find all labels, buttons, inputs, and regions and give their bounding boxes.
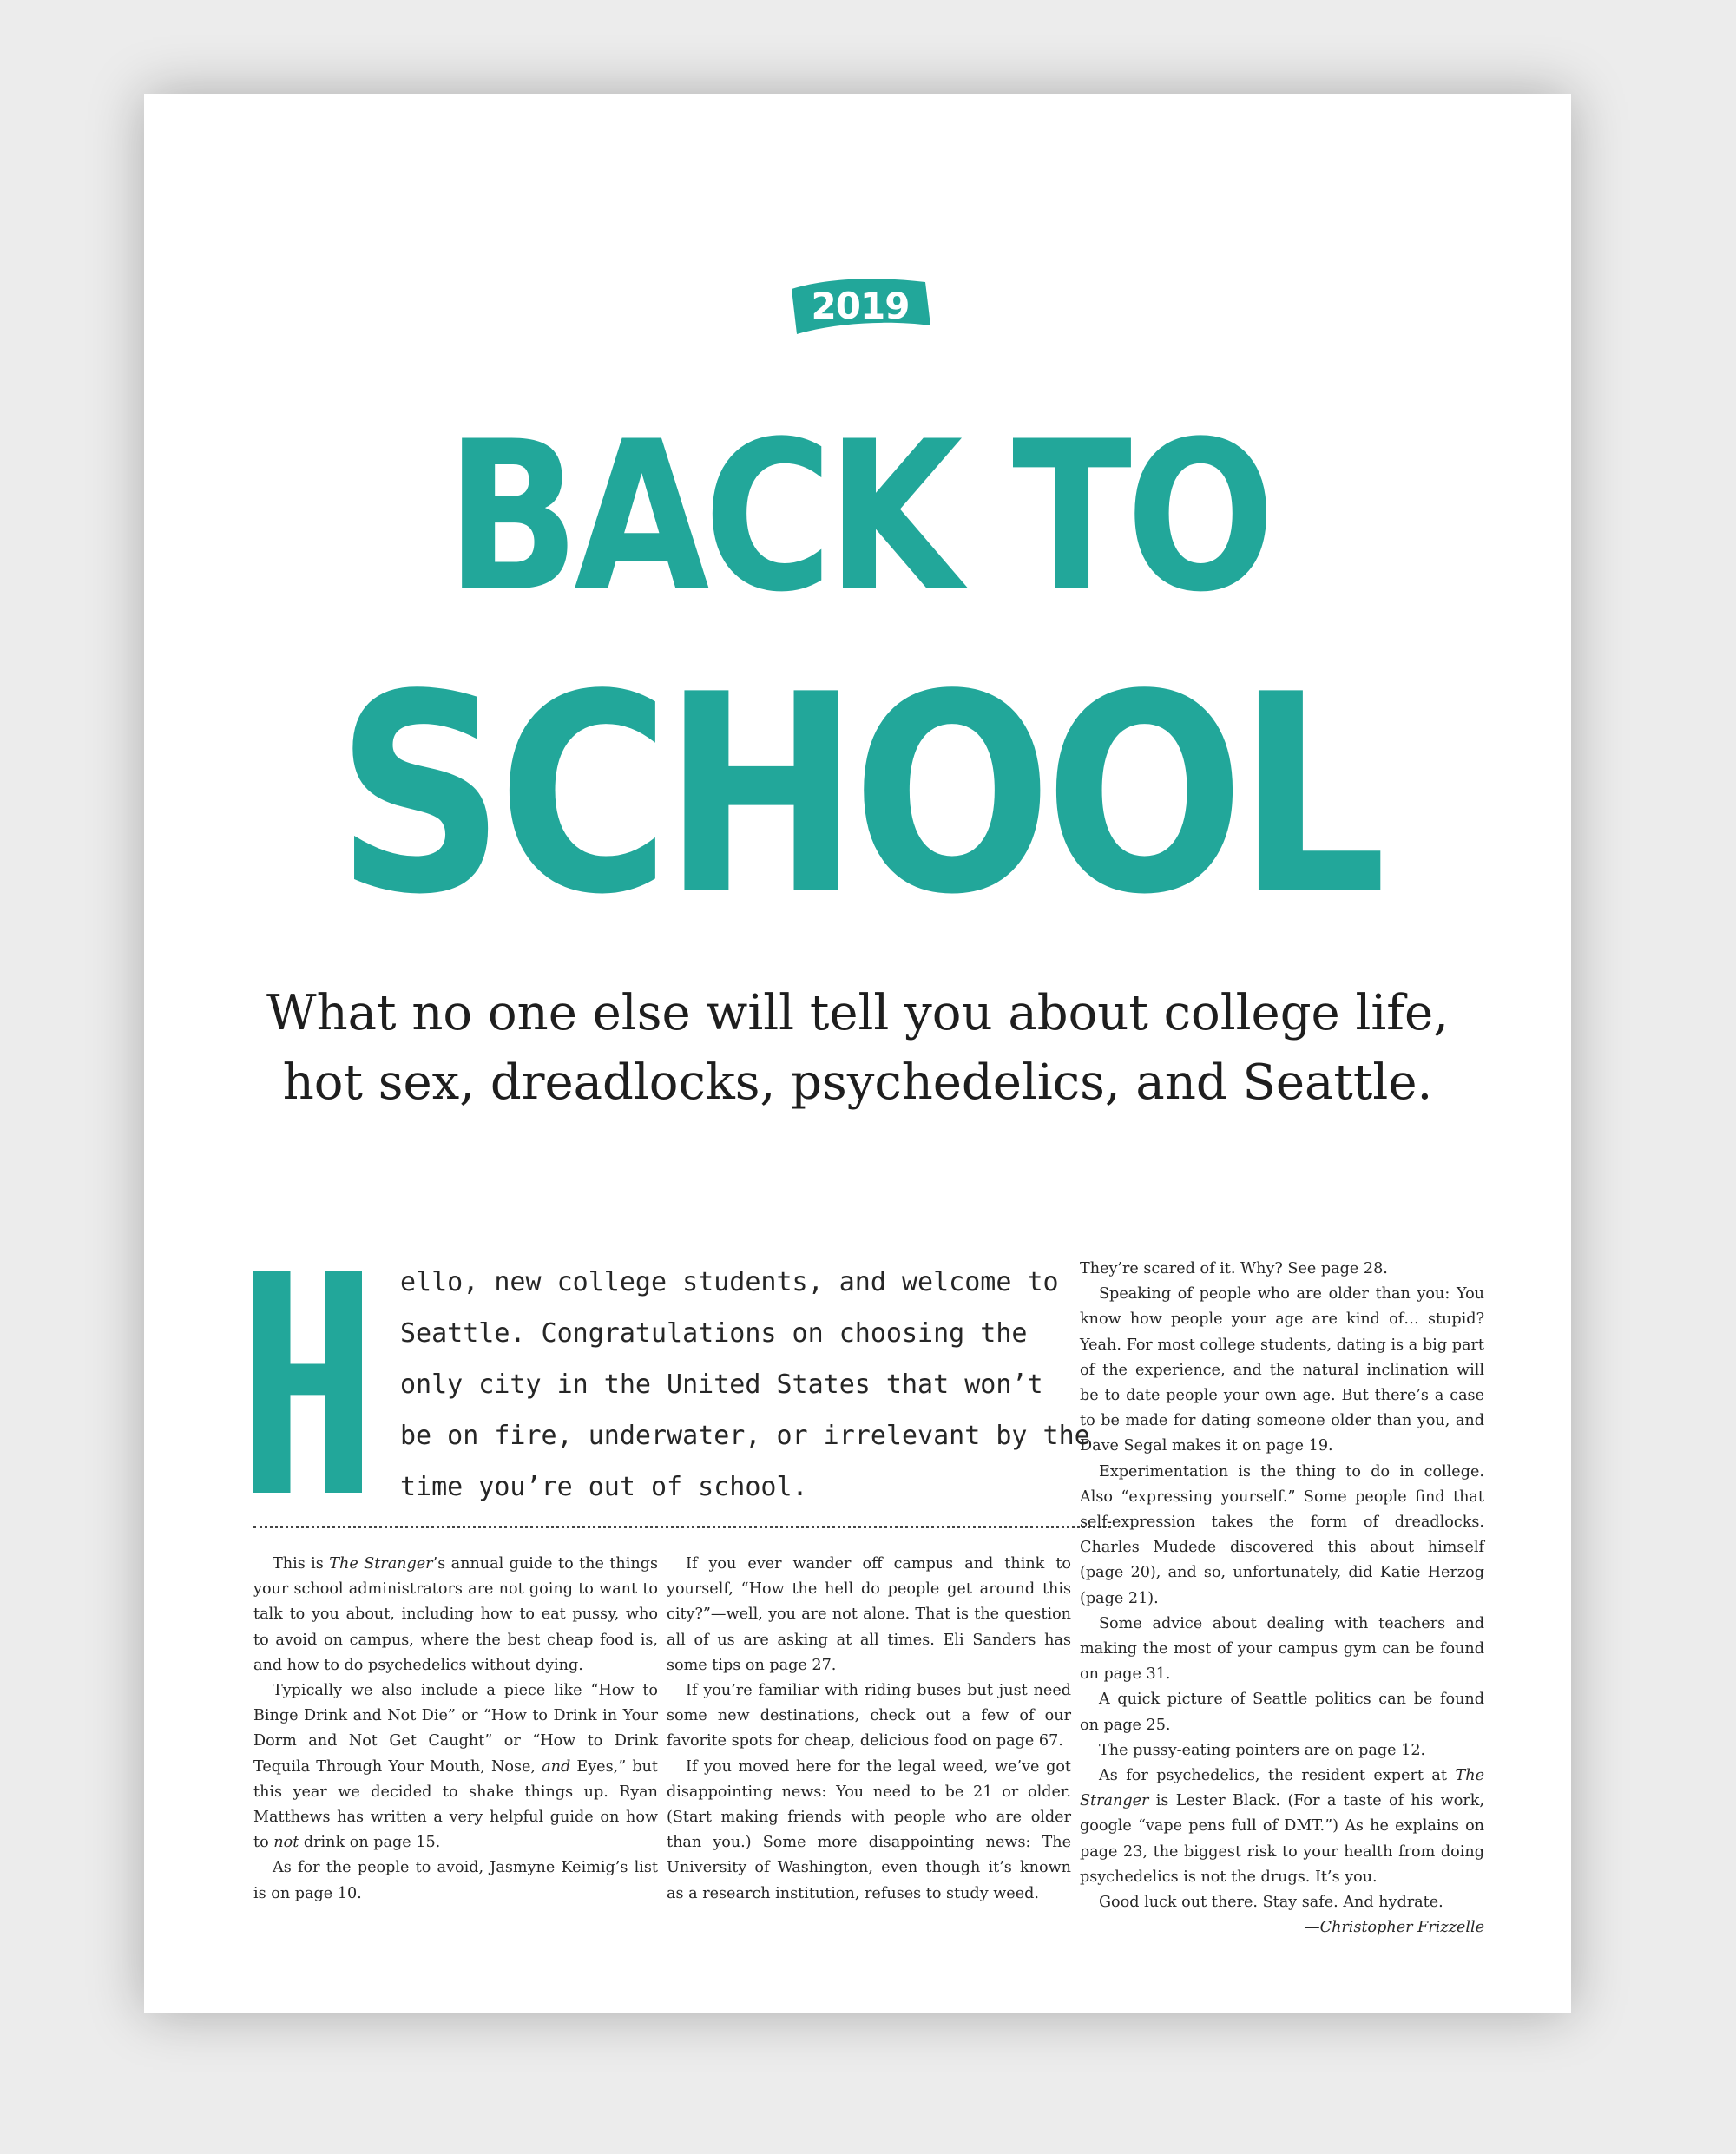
drop-cap-h [253, 1271, 362, 1493]
body-column-1 [253, 1552, 658, 1907]
author-signature: —Christopher Frizzelle [1305, 1919, 1484, 1937]
paragraph: Typically we also include a piece like “How to Binge Drink and Not Die” or “How to Drink in Your Dorm and Not Get Caught” or “How to Drink Tequila Through Your Mouth, Nose, and Eyes,” but this year we decided to shake things up. Ryan Matthews has written a very helpful guide on how to not drink on page 15. [253, 1682, 658, 1852]
subheadline [196, 979, 1519, 1118]
lede-line: be on fire, underwater, or irrelevant by the [400, 1421, 1090, 1451]
paragraph: The pussy-eating pointers are on page 12. [1099, 1741, 1426, 1759]
headline-line-2: SCHOOL [335, 637, 1380, 955]
subheadline-line-2: hot sex, dreadlocks, psychedelics, and Seattle. [282, 1054, 1433, 1111]
lede-line: ello, new college students, and welcome to [400, 1267, 1059, 1297]
year-badge [786, 272, 934, 341]
body-column-3 [1080, 1257, 1484, 1941]
body-column-2 [667, 1552, 1071, 1907]
lede-paragraph [400, 1257, 1112, 1513]
paragraph: Good luck out there. Stay safe. And hydrate. [1099, 1894, 1443, 1912]
subheadline-line-1: What no one else will tell you about college life, [266, 985, 1449, 1041]
headline-line-1: BACK TO [445, 397, 1270, 638]
paragraph: This is The Stranger’s annual guide to the things your school administrators are not going to want to talk to you about, including how to eat pussy, who to avoid on campus, where the best cheap food is, and how to do psychedelics without dying. [253, 1555, 658, 1674]
paragraph: A quick picture of Seattle politics can be found on page 25. [1080, 1691, 1484, 1734]
lede-line: Seattle. Congratulations on choosing the [400, 1318, 1028, 1349]
dotted-divider [253, 1526, 1111, 1528]
paragraph: Experimentation is the thing to do in college. Also “expressing yourself.” Some people find that self-expression takes the form of dreadlocks. Charles Mudede discovered this about himself (page 20), and so, unfortunately, did Katie Herzog (page 21). [1080, 1462, 1484, 1607]
paragraph: They’re scared of it. Why? See page 28. [1080, 1260, 1388, 1277]
paragraph: Some advice about dealing with teachers and making the most of your campus gym can be found on page 31. [1080, 1614, 1484, 1684]
lede-line: only city in the United States that won’t [400, 1369, 1043, 1400]
lede-line: time you’re out of school. [400, 1472, 808, 1502]
paragraph: If you’re familiar with riding buses but just need some new destinations, check out a few of our favorite spots for cheap, delicious food on page 67. [667, 1682, 1071, 1750]
paragraph: If you moved here for the legal weed, we’ve got disappointing news: You need to be 21 or older. (Start making friends with people who are older than you.) Some more disappointing news: The University of Washington, even though it’s known as a research institution, refuses to study weed. [667, 1757, 1071, 1902]
paragraph: Speaking of people who are older than you: You know how people your age are kind of… stupid? Yeah. For most college students, dating is a big part of the experience, and the natural inclination will be to date people your own age. But there’s a case to be made for dating someone older than you, and Dave Segal makes it on page 19. [1080, 1285, 1484, 1455]
magazine-page [144, 94, 1571, 2013]
paragraph: If you ever wander off campus and think to yourself, “How the hell do people get around this city?”—well, you are not alone. That is the question all of us are asking at all times. Eli Sanders has some tips on page 27. [667, 1555, 1071, 1674]
badge-year: 2019 [811, 285, 910, 327]
paragraph: As for the people to avoid, Jasmyne Keimig’s list is on page 10. [253, 1859, 658, 1902]
paragraph: As for psychedelics, the resident expert at The Stranger is Lester Black. (For a taste of his work, google “vape pens full of DMT.”) As he explains on page 23, the biggest risk to your health from doing psychedelics is not the drugs. It’s you. [1080, 1767, 1484, 1886]
